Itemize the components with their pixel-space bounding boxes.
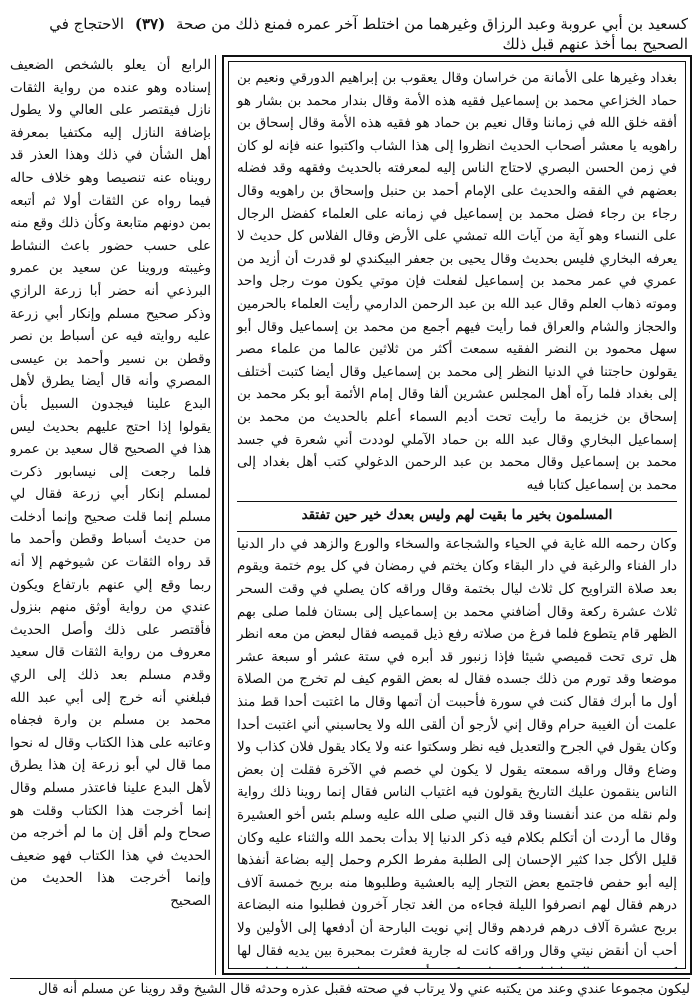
main-text <box>229 62 685 968</box>
verse-heading: المسلمون بخير ما بقيت لهم وليس بعدك خير حين تفتقد <box>301 507 613 524</box>
footer-text: ليكون مجموعا عندي وعند من يكتبه عني ولا يرتاب في صحته فقبل عذره وحدثه قال الشيخ وقد روينا عن مسلم أنه قال <box>38 982 690 997</box>
margin-commentary-text: الرابع أن يعلو بالشخص الضعيف إسناده وهو عنده من رواية الثقات نازل فيقتصر على العالي ولا يطول بإضافة النازل إليه مكتفيا بمعرفة أهل الشأن في ذلك وهذا العذر قد رويناه عنه تنصيصا وهو خلاف حاله فيما رواه عن الثقات أولا ثم أتبعه بمن دونهم متابعة وكأن ذلك وقع منه على حسب حضور باعث النشاط وغيبته وروينا عن سعيد بن عمرو البرذعي أنه حضر أبا زرعة الرازي وذكر صحيح مسلم وإنكار أبي زرعة عليه روايته فيه عن أسباط بن نصر وقطن بن نسير وأحمد بن عيسى المصري وأنه قال أيضا يطرق لأهل البدع علينا فيجدون السبيل بأن يقولوا إذا احتج عليهم بحديث ليس هذا في الصحيح قال سعيد بن عمرو فلما رجعت إلى نيسابور ذكرت لمسلم إنكار أبي زرعة فقال لي مسلم إنما قلت صحيح وإنما أدخلت من حديث أسباط وقطن وأحمد ما قد رواه الثقات عن شيوخهم إلا أنه ربما وقع إلي عنهم بارتفاع ويكون عندي من رواية أوثق منهم بنزول فأقتصر على ذلك وأصل الحديث معروف من رواية الثقات قال سعيد وقدم مسلم بعد ذلك إلى الري فبلغني أنه خرج إلى أبي عبد الله محمد بن مسلم بن وارة فجفاه وعاتبه على هذا الكتاب وقال له نحوا مما قال لي أبو زرعة إن هذا يطرق لأهل البدع علينا فاعتذر مسلم وقال إنما أخرجت هذا الكتاب وقلت هو صحاح ولم أقل إن ما لم أخرجه من الحديث في هذا الكتاب فهو ضعيف وإنما أخرجت هذا الحديث من الصحيح <box>10 58 211 909</box>
divider <box>237 501 677 502</box>
header-right-text: كسعيد بن أبي عروبة وعبد الرزاق وغيرهما من اختلط آخر عمره فمنع ذلك من صحة <box>176 15 688 33</box>
footer-line <box>10 978 690 1001</box>
margin-commentary <box>10 55 216 975</box>
page-number: (٣٧) <box>134 15 166 33</box>
main-paragraph-2: وكان رحمه الله غاية في الحياء والشجاعة والسخاء والورع والزهد في دار الدنيا دار الفناء والرغبة في دار البقاء وكان يختم في رمضان في كل يوم ختمة ويقوم بعد صلاة التراويح كل ثلاث ليال بختمة وقال وراقه كان يصلي في وقت السحر ثلاث عشرة ركعة وقال أضافني محمد بن إسماعيل إلى بستان فلما صلى بهم الظهر قام يتطوع فلما فرغ من صلاته رفع ذيل قميصه فقال لبعض من معه انظر هل ترى تحت قميصي شيئا فإذا زنبور قد أبره في ستة عشر أو سبعة عشر موضعا وقد تورم من ذلك جسده فقال له بعض القوم كيف لم تخرج من الصلاة أول ما أبرك فقال كنت في سورة فأحببت أن أتمها وقال ما اغتبت أحدا قط منذ علمت أن الغيبة حرام وقال إني لأرجو أن ألقى الله ولا يحاسبني أني اغتبت أحدا وكان يقول في الجرح والتعديل فيه نظر وسكتوا عنه ولا يكاد يقول فلان كذاب ولا وضاع وقال وراقه سمعته يقول لا يكون لي خصم في الآخرة فقلت إن بعض الناس ينقمون عليك التاريخ يقولون فيه اغتياب الناس فقال إنما روينا ذلك رواية ولم نقله من عند أنفسنا وقد قال النبي صلى الله عليه وسلم بئس أخو العشيرة وقال ما أردت أن أتكلم بكلام فيه ذكر الدنيا إلا بدأت بحمد الله والثناء عليه وكان قليل الأكل جدا كثير الإحسان إلى الطلبة مفرط الكرم وحمل إليه بضاعة أنفذها إليه أبو حفص فاجتمع بعض التجار إليه بالعشية وطلبوها منه بربح خمسة آلاف درهم فقال لهم انصرفوا الليلة فجاءه من الغد تجار آخرون فطلبوا منه البضاعة بربح عشرة آلاف درهم فردهم وقال إني نويت البارحة أن أدفعها إلى الأولين ولا أحب أن أنقض نيتي وقال وراقه كانت له جارية فعثرت بمحبرة بين يديه فقال لها <box>237 536 677 959</box>
divider <box>237 531 677 532</box>
main-text-frame <box>222 55 692 975</box>
header-left-text: الاحتجاج في الصحيح بما أخذ عنهم قبل ذلك <box>49 15 688 53</box>
running-header <box>12 14 688 54</box>
main-text-frame-inner <box>228 61 686 969</box>
main-paragraph-1: بغداد وغيرها على الأمانة من خراسان وقال يعقوب بن إبراهيم الدورقي ونعيم بن حماد الخزاعي محمد بن إسماعيل فقيه هذه الأمة وقال بندار محمد بن بشار هو أفقه خلق الله في زماننا وقال نعيم بن حماد هو فقيه هذه الأمة وقال إسحاق بن راهويه يا معشر أصحاب الحديث انظروا إلى هذا الشاب واكتبوا عنه فإنه لو كان في زمن الحسن البصري لاحتاج الناس إليه لمعرفته بالحديث وفقهه وقد فضله بعضهم في الفقه والحديث على الإمام أحمد بن حنبل وإسحاق بن راهويه وقال رجاء بن رجاء فضل محمد بن إسماعيل في زمانه على العلماء كفضل الرجال على النساء وهو آية من آيات الله تمشي على الأرض وقال الفلاس كل حديث لا يعرفه البخاري فليس بحديث وقال يحيى بن جعفر البيكندي لو قدرت أن أزيد من عمري في عمر محمد بن إسماعيل لفعلت فإن موتي يكون موت رجل واحد وموته ذهاب العلم وقال عبد الله بن عبد الرحمن الدارمي رأيت العلماء بالحرمين والحجاز والشام والعراق فما رأيت فيهم أجمع من محمد بن إسماعيل وقال أبو سهل محمود بن النضر الفقيه سمعت أكثر من ثلاثين عالما من علماء مصر يقولون حاجتنا في الدنيا النظر إلى محمد بن إسماعيل وقال أيضا كتبت أختلف إلى بغداد فلما رآه أهل المجلس عشرين ألفا وقال إمام الأئمة أبو بكر محمد بن إسحاق بن خزيمة ما رأيت تحت أديم السماء أعلم بالحديث من محمد بن إسماعيل البخاري وقال عبد الله بن حماد الآملي لوددت أني شعرة في جسد محمد بن إسماعيل وقال محمد بن عبد الرحمن الدغولي كتب أهل بغداد إلى محمد بن إسماعيل كتابا فيه <box>237 71 677 493</box>
